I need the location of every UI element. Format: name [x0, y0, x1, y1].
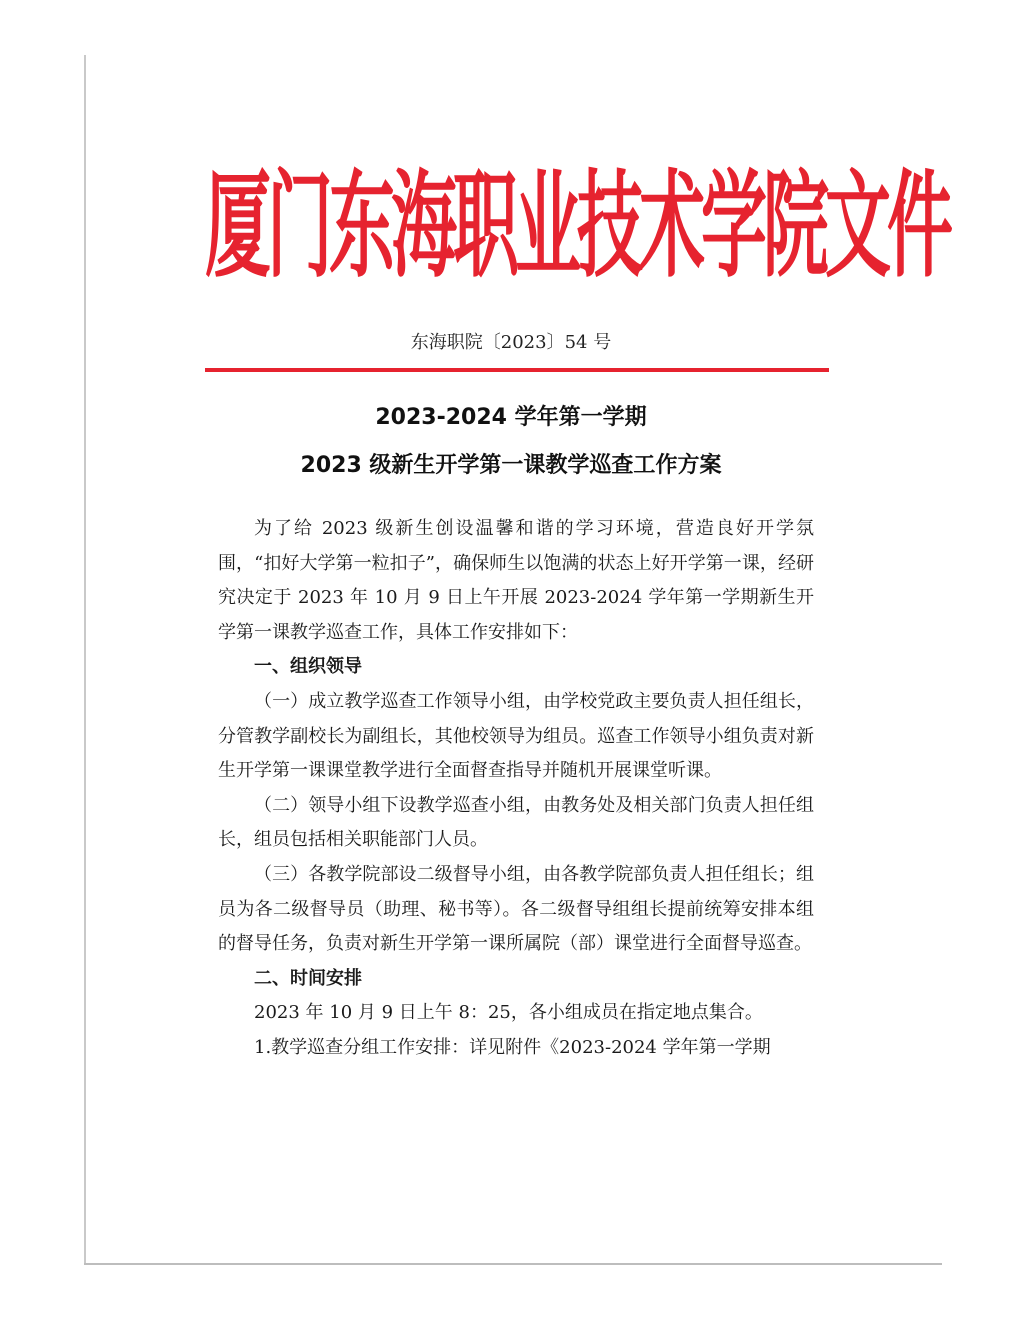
section1-paragraph-1: （一）成立教学巡查工作领导小组，由学校党政主要负责人担任组长，分管教学副校长为副组长，其他校领导为组员。巡查工作领导小组负责对新生开学第一课课堂教学进行全面督查指导并随机开展课堂听课。 — [218, 690, 814, 782]
intro-paragraph: 为了给 2023 级新生创设温馨和谐的学习环境，营造良好开学氛围，“扣好大学第一粒扣子”，确保师生以饱满的状态上好开学第一课，经研究决定于 2023 年 10 月 9 日上午开展 2023-2024 学年第一学期新生开学第一课教学巡查工作，具体工作安排如下： — [218, 518, 814, 643]
document-number: 东海职院〔2023〕54 号 — [410, 332, 612, 353]
letterhead-title: 厦门东海职业技术学院文件 — [205, 156, 949, 294]
scan-edge-left — [84, 55, 86, 1265]
section1-paragraph-3: （三）各教学院部设二级督导小组，由各教学院部负责人担任组长；组员为各二级督导员（助理、秘书等）。各二级督导组组长提前统筹安排本组的督导任务，负责对新生开学第一课所属院（部）课堂进行全面督导巡查。 — [218, 863, 814, 955]
letterhead-divider — [205, 368, 829, 372]
section-heading-schedule: 二、时间安排 — [254, 967, 362, 989]
document-body — [218, 512, 814, 1066]
document-title-line-1: 2023-2024 学年第一学期 — [375, 405, 647, 430]
section1-paragraph-2: （二）领导小组下设教学巡查小组，由教务处及相关部门负责人担任组长，组员包括相关职能部门人员。 — [218, 794, 814, 851]
section-heading-organization: 一、组织领导 — [254, 656, 362, 678]
section2-paragraph-2: 1.教学巡查分组工作安排：详见附件《2023-2024 学年第一学期 — [254, 1036, 771, 1058]
document-title-line-2: 2023 级新生开学第一课教学巡查工作方案 — [300, 453, 722, 478]
section2-paragraph-1: 2023 年 10 月 9 日上午 8：25，各小组成员在指定地点集合。 — [254, 1002, 763, 1024]
scan-edge-bottom — [84, 1263, 942, 1265]
